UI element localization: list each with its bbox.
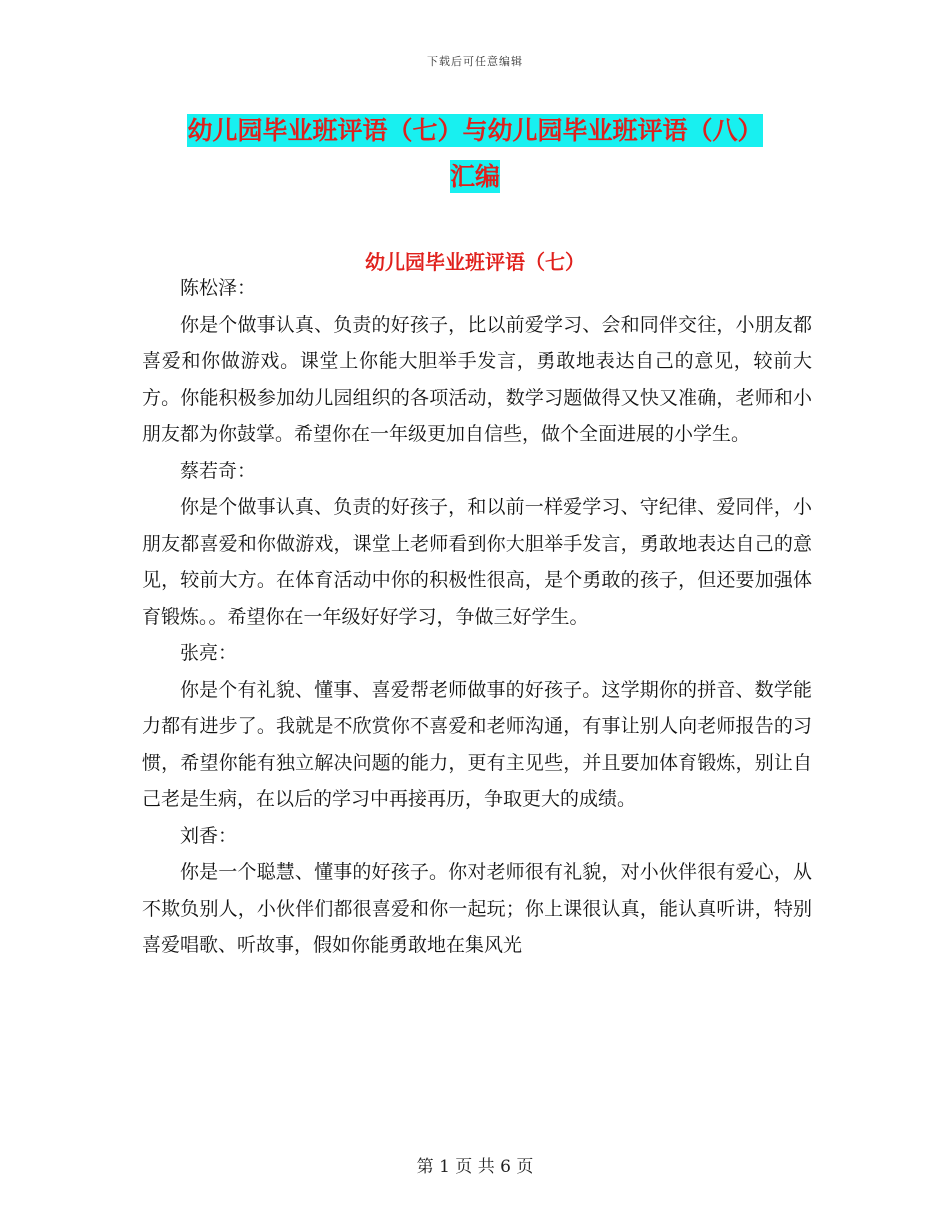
entry-name: 蔡若奇： xyxy=(180,459,257,482)
entry-text: 你是个做事认真、负责的好孩子，比以前爱学习、会和同伴交往，小朋友都喜爱和你做游戏。课堂上你能大胆举手发言，勇敢地表达自己的意见，较前大方。你能积极参加幼儿园组织的各项活动，数学习题做得又快又准确，老师和小朋友都为你鼓掌。希望你在一年级更加自信些，做个全面进展的小学生。 xyxy=(142,313,812,445)
entry-text: 你是个做事认真、负责的好孩子，和以前一样爱学习、守纪律、爱同伴，小朋友都喜爱和你做游戏，课堂上老师看到你大胆举手发言，勇敢地表达自己的意见，较前大方。在体育活动中你的积极性很高，是个勇敢的孩子，但还要加强体育锻炼。。希望你在一年级好好学习，争做三好学生。 xyxy=(142,496,812,628)
entry-name: 张亮： xyxy=(180,642,238,664)
entry-name: 刘香： xyxy=(180,824,238,847)
page-header-note: 下载后可任意编辑 xyxy=(427,55,523,68)
document-body xyxy=(142,270,812,964)
document-title-line-1: 幼儿园毕业班评语（七）与幼儿园毕业班评语（八） xyxy=(187,116,763,145)
entry-name: 陈松泽： xyxy=(180,277,257,299)
entry-text: 你是一个聪慧、懂事的好孩子。你对老师很有礼貌，对小伙伴很有爱心，从不欺负别人，小伙伴们都很喜爱和你一起玩；你上课很认真，能认真听讲，特别喜爱唱歌、听故事，假如你能勇敢地在集风光 xyxy=(142,861,812,956)
document-title-line-2: 汇编 xyxy=(449,162,500,191)
document-title xyxy=(0,108,950,200)
section-title: 幼儿园毕业班评语（七） xyxy=(365,250,585,274)
page-number-footer: 第 1 页 共 6 页 xyxy=(416,1157,534,1177)
entry-text: 你是个有礼貌、懂事、喜爱帮老师做事的好孩子。这学期你的拼音、数学能力都有进步了。我就是不欣赏你不喜爱和老师沟通，有事让别人向老师报告的习惯，希望你能有独立解决问题的能力，更有主见些，并且要加体育锻炼，别让自己老是生病，在以后的学习中再接再历，争取更大的成绩。 xyxy=(142,678,812,810)
